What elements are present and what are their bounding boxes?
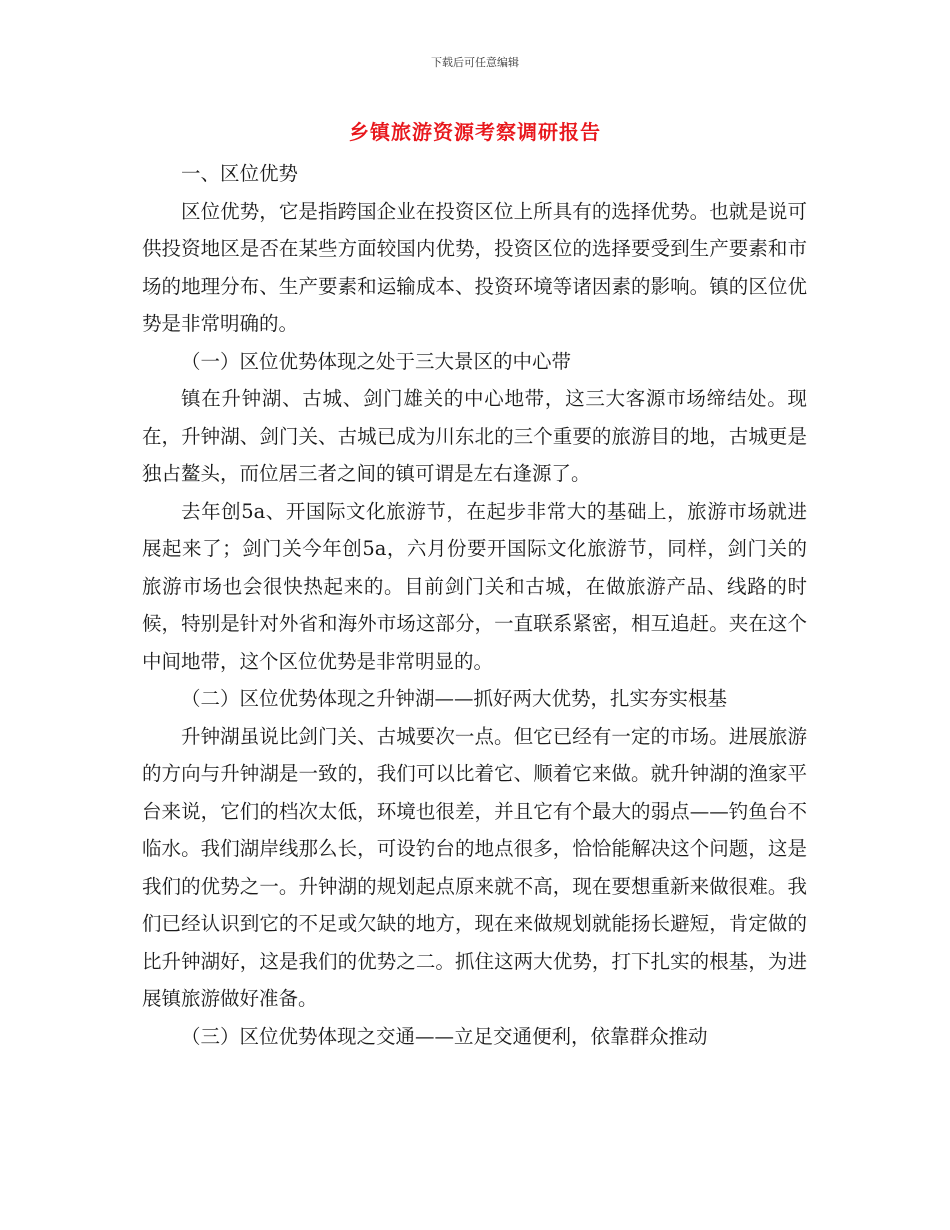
subsection-heading: （二）区位优势体现之升钟湖——抓好两大优势，扎实夯实根基 — [181, 687, 728, 710]
document-body — [142, 155, 807, 1055]
paragraph: 区位优势，它是指跨国企业在投资区位上所具有的选择优势。也就是说可供投资地区是否在某些方面较国内优势，投资区位的选择要受到生产要素和市场的地理分布、生产要素和运输成本、投资环境等诸因素的影响。镇的区位优势是非常明确的。 — [142, 199, 807, 335]
paragraph: 去年创5a、开国际文化旅游节，在起步非常大的基础上，旅游市场就进展起来了；剑门关今年创5a，六月份要开国际文化旅游节，同样，剑门关的旅游市场也会很快热起来的。目前剑门关和古城，在做旅游产品、线路的时候，特别是针对外省和海外市场这部分，一直联系紧密，相互追赶。夹在这个中间地带，这个区位优势是非常明显的。 — [142, 499, 807, 673]
header-note: 下载后可任意编辑 — [431, 56, 519, 69]
section-heading: 一、区位优势 — [181, 162, 299, 185]
document-title: 乡镇旅游资源考察调研报告 — [349, 120, 601, 144]
subsection-heading: （三）区位优势体现之交通——立足交通便利，依靠群众推动 — [181, 1024, 708, 1048]
subsection-heading: （一）区位优势体现之处于三大景区的中心带 — [181, 349, 572, 373]
paragraph: 镇在升钟湖、古城、剑门雄关的中心地带，这三大客源市场缔结处。现在，升钟湖、剑门关、古城已成为川东北的三个重要的旅游目的地，古城更是独占鳌头，而位居三者之间的镇可谓是左右逢源了。 — [142, 387, 807, 485]
paragraph: 升钟湖虽说比剑门关、古城要次一点。但它已经有一定的市场。进展旅游的方向与升钟湖是一致的，我们可以比着它、顺着它来做。就升钟湖的渔家平台来说，它们的档次太低，环境也很差，并且它有个最大的弱点——钓鱼台不临水。我们湖岸线那么长，可设钓台的地点很多，恰恰能解决这个问题，这是我们的优势之一。升钟湖的规划起点原来就不高，现在要想重新来做很难。我们已经认识到它的不足或欠缺的地方，现在来做规划就能扬长避短，肯定做的比升钟湖好，这是我们的优势之二。抓住这两大优势，打下扎实的根基，为进展镇旅游做好准备。 — [142, 724, 807, 1010]
